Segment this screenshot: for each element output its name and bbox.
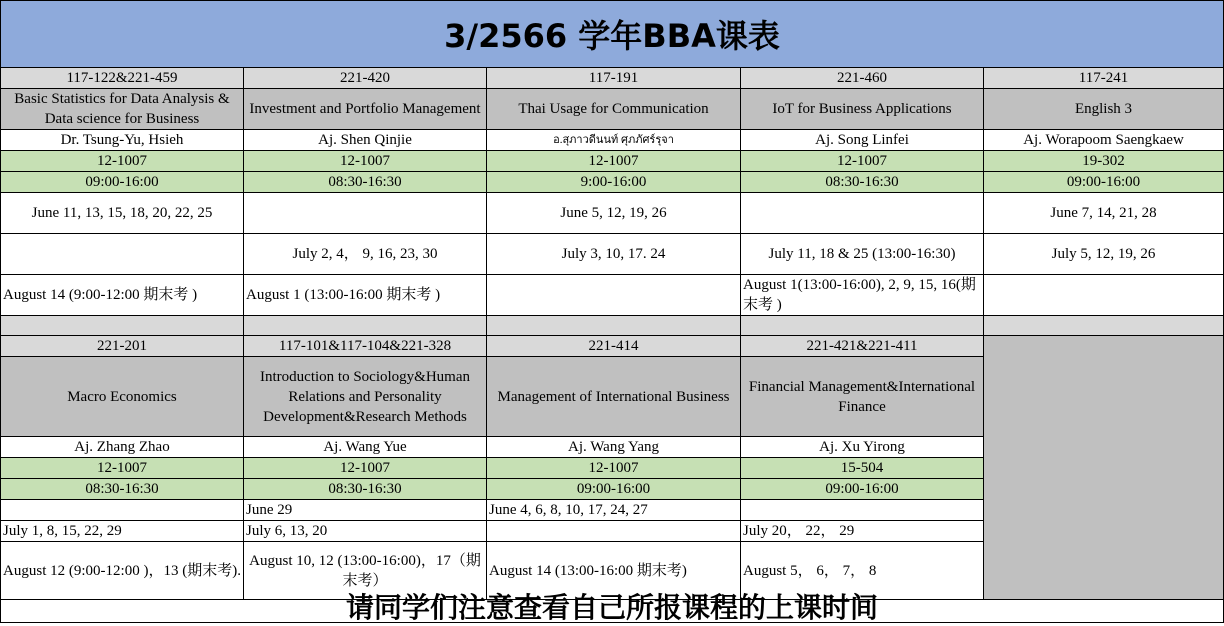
teacher-name: Aj. Zhang Zhao — [1, 437, 244, 458]
july-dates: July 2, 4， 9, 16, 23, 30 — [244, 234, 487, 275]
separator-cell — [984, 316, 1224, 336]
june-dates: June 5, 12, 19, 26 — [487, 193, 741, 234]
july-dates — [487, 521, 741, 542]
course-code: 117-191 — [487, 68, 741, 89]
room: 19-302 — [984, 151, 1224, 172]
room: 12-1007 — [1, 151, 244, 172]
room: 12-1007 — [244, 458, 487, 479]
class-time: 08:30-16:30 — [244, 172, 487, 193]
class-time: 9:00-16:00 — [487, 172, 741, 193]
course-name: Basic Statistics for Data Analysis & Data science for Business — [1, 89, 244, 130]
class-time: 08:30-16:30 — [1, 479, 244, 500]
course-name: Macro Economics — [1, 357, 244, 437]
july-dates: July 3, 10, 17. 24 — [487, 234, 741, 275]
course-name-row — [1, 89, 1224, 130]
teacher-row — [1, 130, 1224, 151]
class-time: 08:30-16:30 — [244, 479, 487, 500]
course-name: IoT for Business Applications — [741, 89, 984, 130]
teacher-name: Aj. Shen Qinjie — [244, 130, 487, 151]
footer-notice: 请同学们注意查看自己所报课程的上课时间 — [0, 589, 1224, 623]
august-dates — [487, 275, 741, 316]
august-dates: August 5， 6， 7， 8 — [741, 542, 984, 600]
course-name: Introduction to Sociology&Human Relations and Personality Development&Research Methods — [244, 357, 487, 437]
course-code: 117-241 — [984, 68, 1224, 89]
july-dates — [1, 234, 244, 275]
july-dates: July 11, 18 & 25 (13:00-16:30) — [741, 234, 984, 275]
july-dates: July 20， 22， 29 — [741, 521, 984, 542]
july-dates: July 1, 8, 15, 22, 29 — [1, 521, 244, 542]
course-code: 221-420 — [244, 68, 487, 89]
august-dates: August 14 (9:00-12:00 期末考 ) — [1, 275, 244, 316]
room: 12-1007 — [1, 458, 244, 479]
teacher-name: Aj. Wang Yang — [487, 437, 741, 458]
teacher-name: อ.สุภาวดีนนท์ ศุภภัศร์รุจา — [487, 130, 741, 151]
june-dates: June 7, 14, 21, 28 — [984, 193, 1224, 234]
class-time: 09:00-16:00 — [487, 479, 741, 500]
teacher-name: Aj. Wang Yue — [244, 437, 487, 458]
course-name: English 3 — [984, 89, 1224, 130]
course-code-row — [1, 68, 1224, 89]
june-dates — [741, 500, 984, 521]
july-dates: July 5, 12, 19, 26 — [984, 234, 1224, 275]
sheet-title: 3/2566 学年BBA课表 — [0, 0, 1224, 68]
course-name: Financial Management&International Finance — [741, 357, 984, 437]
teacher-name: Aj. Xu Yirong — [741, 437, 984, 458]
june-dates: June 29 — [244, 500, 487, 521]
room: 15-504 — [741, 458, 984, 479]
separator-cell — [244, 316, 487, 336]
course-code-row — [1, 336, 1224, 357]
teacher-name: Aj. Song Linfei — [741, 130, 984, 151]
course-name: Thai Usage for Communication — [487, 89, 741, 130]
course-code: 117-122&221-459 — [1, 68, 244, 89]
room: 12-1007 — [487, 458, 741, 479]
separator-cell — [741, 316, 984, 336]
course-code: 117-101&117-104&221-328 — [244, 336, 487, 357]
july-dates: July 6, 13, 20 — [244, 521, 487, 542]
schedule-table — [0, 67, 1224, 600]
course-name: Investment and Portfolio Management — [244, 89, 487, 130]
course-name: Management of International Business — [487, 357, 741, 437]
course-code: 221-460 — [741, 68, 984, 89]
june-row — [1, 193, 1224, 234]
class-time: 08:30-16:30 — [741, 172, 984, 193]
august-dates: August 1 (13:00-16:00 期末考 ) — [244, 275, 487, 316]
class-time: 09:00-16:00 — [741, 479, 984, 500]
room-row — [1, 151, 1224, 172]
august-dates: August 1(13:00-16:00), 2, 9, 15, 16(期末考 ) — [741, 275, 984, 316]
room: 12-1007 — [741, 151, 984, 172]
august-dates: August 12 (9:00-12:00 )，13 (期末考). — [1, 542, 244, 600]
separator-cell — [1, 316, 244, 336]
class-time: 09:00-16:00 — [1, 172, 244, 193]
august-dates: August 14 (13:00-16:00 期末考) — [487, 542, 741, 600]
room: 12-1007 — [244, 151, 487, 172]
course-code: 221-201 — [1, 336, 244, 357]
june-dates — [244, 193, 487, 234]
august-row — [1, 275, 1224, 316]
course-code: 221-414 — [487, 336, 741, 357]
july-row — [1, 234, 1224, 275]
room: 12-1007 — [487, 151, 741, 172]
course-code: 221-421&221-411 — [741, 336, 984, 357]
june-dates — [741, 193, 984, 234]
june-dates: June 11, 13, 15, 18, 20, 22, 25 — [1, 193, 244, 234]
time-row — [1, 172, 1224, 193]
separator-row — [1, 316, 1224, 336]
class-time: 09:00-16:00 — [984, 172, 1224, 193]
teacher-name: Dr. Tsung-Yu, Hsieh — [1, 130, 244, 151]
august-dates: August 10, 12 (13:00-16:00)，17（期末考） — [244, 542, 487, 600]
june-dates: June 4, 6, 8, 10, 17, 24, 27 — [487, 500, 741, 521]
teacher-name: Aj. Worapoom Saengkaew — [984, 130, 1224, 151]
august-dates — [984, 275, 1224, 316]
empty-block — [984, 336, 1224, 600]
separator-cell — [487, 316, 741, 336]
june-dates — [1, 500, 244, 521]
